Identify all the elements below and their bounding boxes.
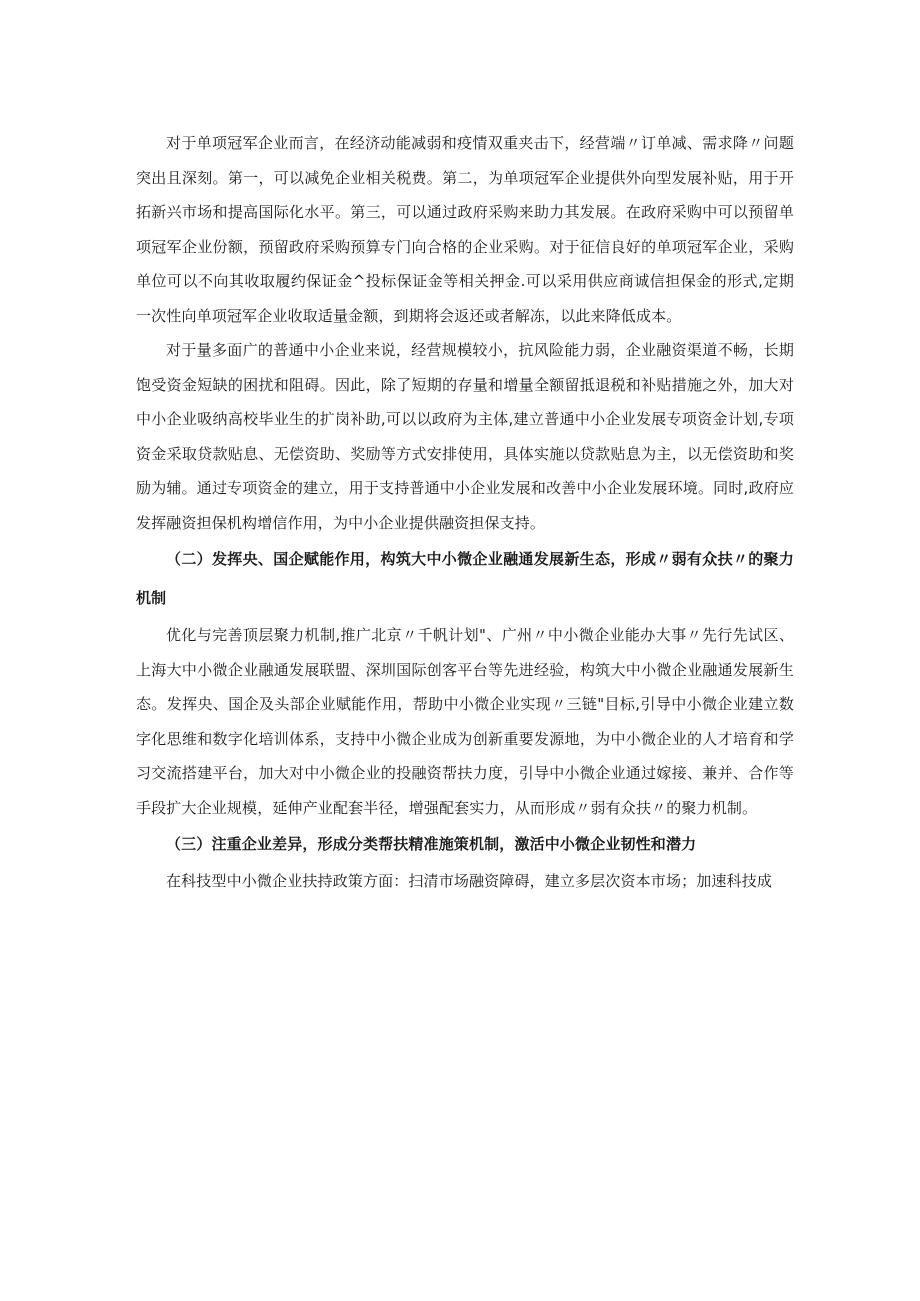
paragraph-tech-sme-policy: 在科技型中小微企业扶持政策方面：扫清市场融资障碍，建立多层次资本市场；加速科技成 (166, 872, 773, 890)
paragraph-single-champion-support: 对于单项冠军企业而言，在经济动能减弱和疫情双重夹击下，经营端〃订单减、需求降〃问题突出且深刻。第一，可以减免企业相关税费。第二，为单项冠军企业提供外向型发展补贴，用于开拓新兴市场和提高国际化水平。第三，可以通过政府采购来助力其发展。在政府采购中可以预留单项冠军企业份额，预留政府采购预算专门向合格的企业采购。对于征信良好的单项冠军企业，采购单位可以不向其收取履约保证金^投标保证金等相关押金.可以采用供应商诚信担保金的形式,定期一次性向单项冠军企业收取适量金额，到期将会返还或者解冻，以此来降低成本。 (136, 134, 794, 325)
paragraph-sme-special-funds: 对于量多面广的普通中小企业来说，经营规模较小，抗风险能力弱，企业融资渠道不畅，长期饱受资金短缺的困扰和阻碍。因此，除了短期的存量和增量全额留抵退税和补贴措施之外，加大对中小企业吸纳高校毕业生的扩岗补助,可以以政府为主体,建立普通中小企业发展专项资金计划,专项资金采取贷款贴息、无偿资助、奖励等方式安排使用，具体实施以贷款贴息为主，以无偿资助和奖励为辅。通过专项资金的建立，用于支持普通中小企业发展和改善中小企业发展环境。同时,政府应发挥融资担保机构增信作用，为中小企业提供融资担保支持。 (136, 341, 794, 532)
document-body (136, 126, 794, 899)
section-heading-2: （二）发挥央、国企赋能作用，构筑大中小微企业融通发展新生态，形成〃弱有众扶〃的聚力机制 (136, 550, 794, 607)
paragraph-integrated-development: 优化与完善顶层聚力机制,推广北京〃千帆计划"、广州〃中小微企业能办大事〃先行先试区、上海大中小微企业融通发展联盟、深圳国际创客平台等先进经验，构筑大中小微企业融通发展新生态。发挥央、国企及头部企业赋能作用，帮助中小微企业实现〃三链"目标,引导中小微企业建立数字化思维和数字化培训体系，支持中小微企业成为创新重要发源地，为中小微企业的人才培育和学习交流搭建平台，加大对中小微企业的投融资帮扶力度，引导中小微企业通过嫁接、兼并、合作等手段扩大企业规模，延伸产业配套半径，增强配套实力，从而形成〃弱有众扶〃的聚力机制。 (136, 626, 794, 817)
section-heading-3: （三）注重企业差异，形成分类帮扶精准施策机制，激活中小微企业韧性和潜力 (166, 835, 697, 853)
